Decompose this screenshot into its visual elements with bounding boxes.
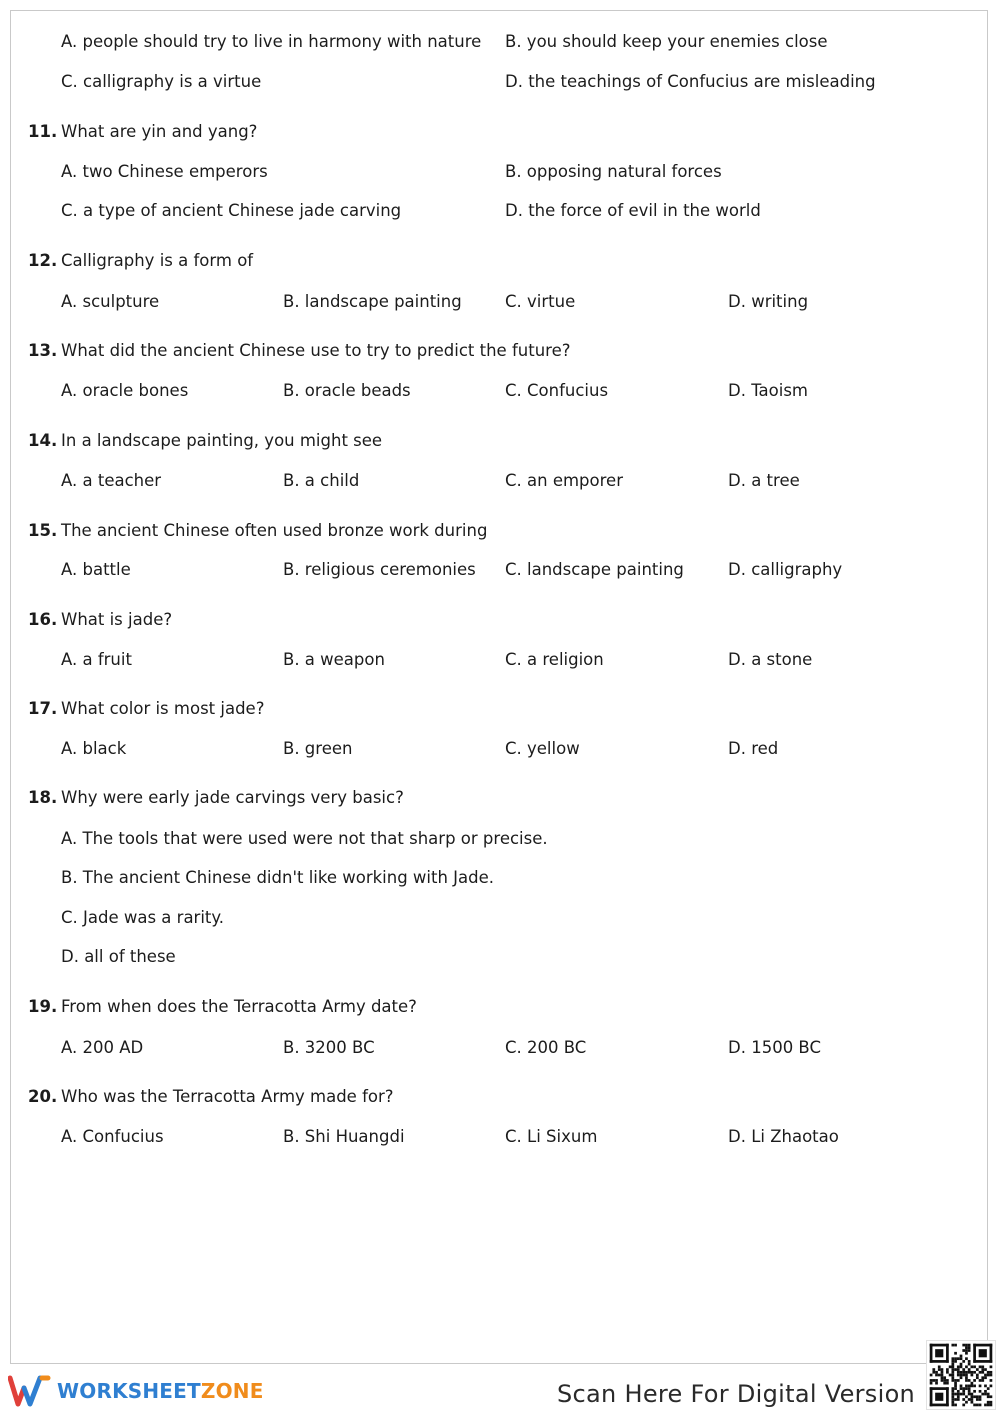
answer-option[interactable]: B. a weapon bbox=[283, 650, 385, 669]
scan-caption: Scan Here For Digital Version bbox=[557, 1380, 916, 1408]
answer-option[interactable]: A. oracle bones bbox=[61, 381, 189, 400]
question-number: 17. bbox=[28, 699, 58, 718]
answer-option[interactable]: A. a teacher bbox=[61, 471, 162, 490]
answer-option[interactable]: D. a stone bbox=[728, 650, 813, 669]
qr-code-graphic bbox=[927, 1341, 995, 1409]
question-text: What color is most jade? bbox=[61, 699, 265, 718]
answer-option[interactable]: D. the force of evil in the world bbox=[505, 201, 761, 220]
answer-option[interactable]: B. Shi Huangdi bbox=[283, 1127, 405, 1146]
answer-option[interactable]: C. Li Sixum bbox=[505, 1127, 598, 1146]
answer-option[interactable]: C. 200 BC bbox=[505, 1038, 587, 1057]
question-text: What are yin and yang? bbox=[61, 122, 258, 141]
answer-option[interactable]: B. religious ceremonies bbox=[283, 560, 476, 579]
answer-option[interactable]: D. 1500 BC bbox=[728, 1038, 821, 1057]
question-text: In a landscape painting, you might see bbox=[61, 431, 383, 450]
answer-option[interactable]: A. 200 AD bbox=[61, 1038, 144, 1057]
answer-option[interactable]: D. red bbox=[728, 739, 779, 758]
answer-option[interactable]: C. calligraphy is a virtue bbox=[61, 72, 262, 91]
answer-option[interactable]: D. all of these bbox=[61, 947, 176, 966]
answer-option[interactable]: C. Jade was a rarity. bbox=[61, 908, 225, 927]
answer-option[interactable]: A. Confucius bbox=[61, 1127, 164, 1146]
question-text: The ancient Chinese often used bronze work during bbox=[61, 521, 488, 540]
answer-option[interactable]: C. an emporer bbox=[505, 471, 623, 490]
question-number: 13. bbox=[28, 341, 58, 360]
answer-option[interactable]: D. writing bbox=[728, 292, 809, 311]
question-number: 16. bbox=[28, 610, 58, 629]
answer-option[interactable]: A. two Chinese emperors bbox=[61, 162, 268, 181]
answer-option[interactable]: C. yellow bbox=[505, 739, 580, 758]
answer-option[interactable]: B. green bbox=[283, 739, 353, 758]
question-text: Who was the Terracotta Army made for? bbox=[61, 1087, 394, 1106]
question-number: 14. bbox=[28, 431, 58, 450]
page-footer bbox=[0, 1368, 1000, 1414]
brand-name-part1: WORKSHEET bbox=[57, 1379, 201, 1403]
question-number: 12. bbox=[28, 251, 58, 270]
answer-option[interactable]: D. a tree bbox=[728, 471, 800, 490]
question-text: Calligraphy is a form of bbox=[61, 251, 254, 270]
worksheetzone-logo-icon bbox=[8, 1374, 52, 1408]
question-number: 15. bbox=[28, 521, 58, 540]
answer-option[interactable]: C. virtue bbox=[505, 292, 576, 311]
question-text: What did the ancient Chinese use to try to predict the future? bbox=[61, 341, 571, 360]
answer-option[interactable]: A. black bbox=[61, 739, 127, 758]
answer-option[interactable]: B. 3200 BC bbox=[283, 1038, 375, 1057]
answer-option[interactable]: B. opposing natural forces bbox=[505, 162, 722, 181]
answer-option[interactable]: B. landscape painting bbox=[283, 292, 462, 311]
answer-option[interactable]: D. the teachings of Confucius are misleading bbox=[505, 72, 876, 91]
answer-option[interactable]: D. Taoism bbox=[728, 381, 809, 400]
answer-option[interactable]: B. you should keep your enemies close bbox=[505, 32, 828, 51]
question-number: 19. bbox=[28, 997, 58, 1016]
answer-option[interactable]: C. a type of ancient Chinese jade carving bbox=[61, 201, 402, 220]
answer-option[interactable]: A. people should try to live in harmony with nature bbox=[61, 32, 482, 51]
answer-option[interactable]: B. oracle beads bbox=[283, 381, 411, 400]
qr-code-icon[interactable] bbox=[926, 1340, 996, 1410]
question-number: 20. bbox=[28, 1087, 58, 1106]
answer-option[interactable]: D. calligraphy bbox=[728, 560, 843, 579]
answer-option[interactable]: A. The tools that were used were not that sharp or precise. bbox=[61, 829, 548, 848]
question-number: 18. bbox=[28, 788, 58, 807]
question-number: 11. bbox=[28, 122, 58, 141]
answer-option[interactable]: D. Li Zhaotao bbox=[728, 1127, 839, 1146]
answer-option[interactable]: C. a religion bbox=[505, 650, 604, 669]
answer-option[interactable]: C. Confucius bbox=[505, 381, 609, 400]
answer-option[interactable]: B. a child bbox=[283, 471, 360, 490]
question-text: Why were early jade carvings very basic? bbox=[61, 788, 404, 807]
brand-name-part2: ZONE bbox=[200, 1379, 264, 1403]
answer-option[interactable]: C. landscape painting bbox=[505, 560, 684, 579]
answer-option[interactable]: A. battle bbox=[61, 560, 131, 579]
answer-option[interactable]: A. sculpture bbox=[61, 292, 160, 311]
answer-option[interactable]: A. a fruit bbox=[61, 650, 132, 669]
question-text: What is jade? bbox=[61, 610, 173, 629]
question-text: From when does the Terracotta Army date? bbox=[61, 997, 417, 1016]
answer-option[interactable]: B. The ancient Chinese didn't like working with Jade. bbox=[61, 868, 495, 887]
brand-name bbox=[57, 1379, 264, 1403]
